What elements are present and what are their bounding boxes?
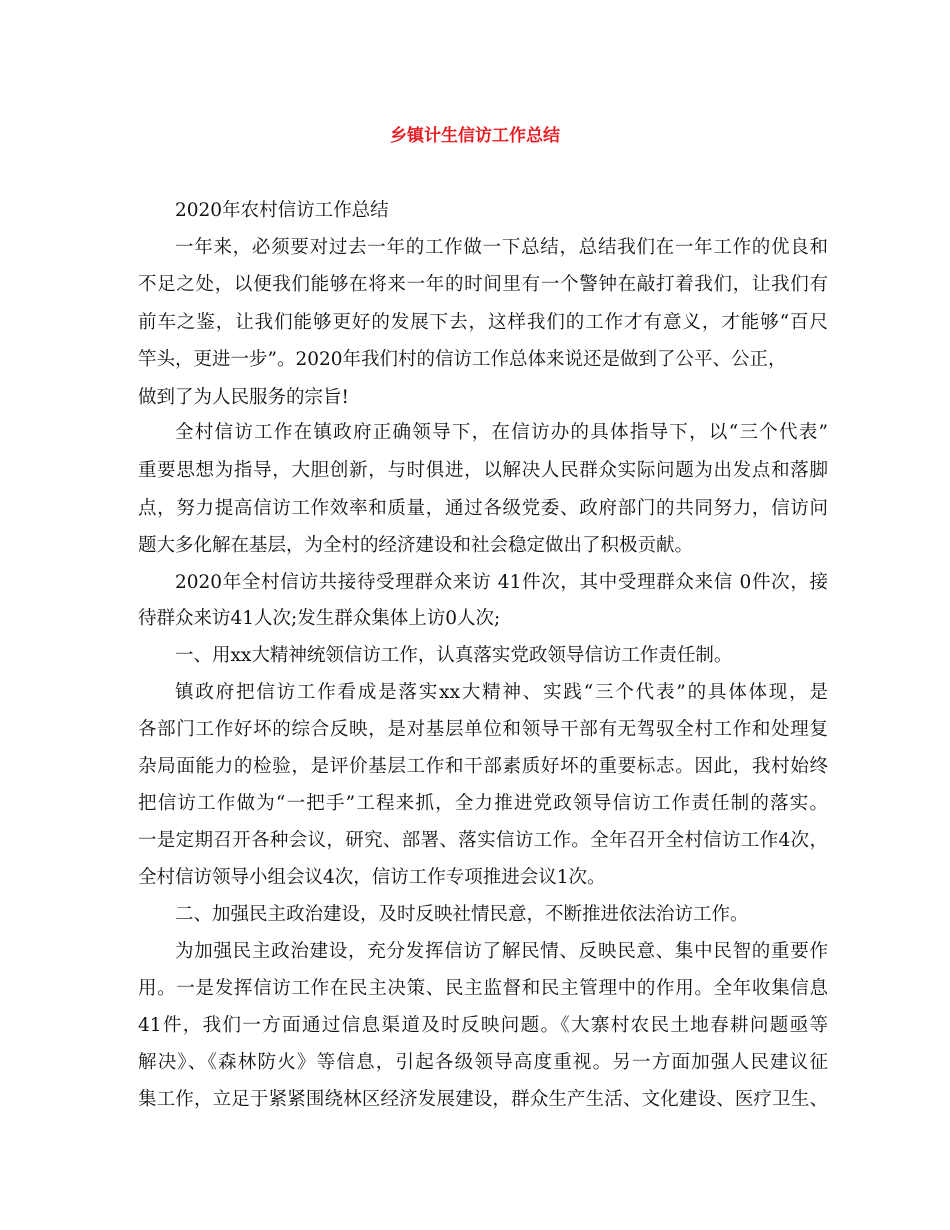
- text-line: 2020年农村信访工作总结: [175, 200, 389, 221]
- text-line: 为加强民主政治建设，充分发挥信访了解民情、反映民意、集中民智的重要作: [175, 941, 828, 962]
- text-line: 重要思想为指导，大胆创新，与时俱进，以解决人民群众实际问题为出发点和落脚: [138, 460, 828, 481]
- text-line: 镇政府把信访工作看成是落实xx大精神、实践“三个代表”的具体体现，是: [175, 682, 828, 703]
- text-line: 点，努力提高信访工作效率和质量，通过各级党委、政府部门的共同努力，信访问: [138, 498, 828, 519]
- text-line: 不足之处，以便我们能够在将来一年的时间里有一个警钟在敲打着我们，让我们有: [138, 274, 828, 295]
- text-line: 全村信访领导小组会议4次，信访工作专项推进会议1次。: [138, 867, 606, 888]
- text-line: 待群众来访41人次;发生群众集体上访0人次;: [138, 608, 501, 629]
- document-title: 乡镇计生信访工作总结: [390, 126, 560, 146]
- text-line: 41件，我们一方面通过信息渠道及时反映问题。《大寨村农民土地春耕问题亟等: [138, 1015, 828, 1036]
- text-line: 用。一是发挥信访工作在民主决策、民主监督和民主管理中的作用。全年收集信息: [138, 978, 828, 999]
- text-line: 题大多化解在基层，为全村的经济建设和社会稳定做出了积极贡献。: [138, 535, 694, 556]
- text-line: 集工作，立足于紧紧围绕林区经济发展建设，群众生产生活、文化建设、医疗卫生、: [138, 1089, 828, 1110]
- text-line: 杂局面能力的检验，是评价基层工作和干部素质好坏的重要标志。因此，我村始终: [138, 756, 828, 777]
- text-line: 做到了为人民服务的宗旨!: [138, 387, 349, 408]
- text-line: 一、用xx大精神统领信访工作，认真落实党政领导信访工作责任制。: [175, 645, 733, 666]
- text-line: 2020年全村信访共接待受理群众来访 41件次，其中受理群众来信 0件次，接: [175, 572, 828, 593]
- text-line: 全村信访工作在镇政府正确领导下，在信访办的具体指导下，以“三个代表”: [175, 422, 828, 443]
- text-line: 竿头，更进一步”。2020年我们村的信访工作总体来说还是做到了公平、公正，: [138, 349, 787, 370]
- text-line: 各部门工作好坏的综合反映，是对基层单位和领导干部有无驾驭全村工作和处理复: [138, 719, 828, 740]
- text-line: 一年来，必须要对过去一年的工作做一下总结，总结我们在一年工作的优良和: [175, 237, 828, 258]
- text-line: 一是定期召开各种会议，研究、部署、落实信访工作。全年召开全村信访工作4次，: [138, 830, 828, 851]
- text-line: 把信访工作做为“一把手”工程来抓，全力推进党政领导信访工作责任制的落实。: [138, 793, 828, 814]
- text-line: 解决》、《森林防火》等信息，引起各级领导高度重视。另一方面加强人民建议征: [138, 1052, 828, 1073]
- text-line: 二、加强民主政治建设，及时反映社情民意，不断推进依法治访工作。: [175, 904, 749, 925]
- text-line: 前车之鉴，让我们能够更好的发展下去，这样我们的工作才有意义，才能够“百尺: [138, 312, 828, 333]
